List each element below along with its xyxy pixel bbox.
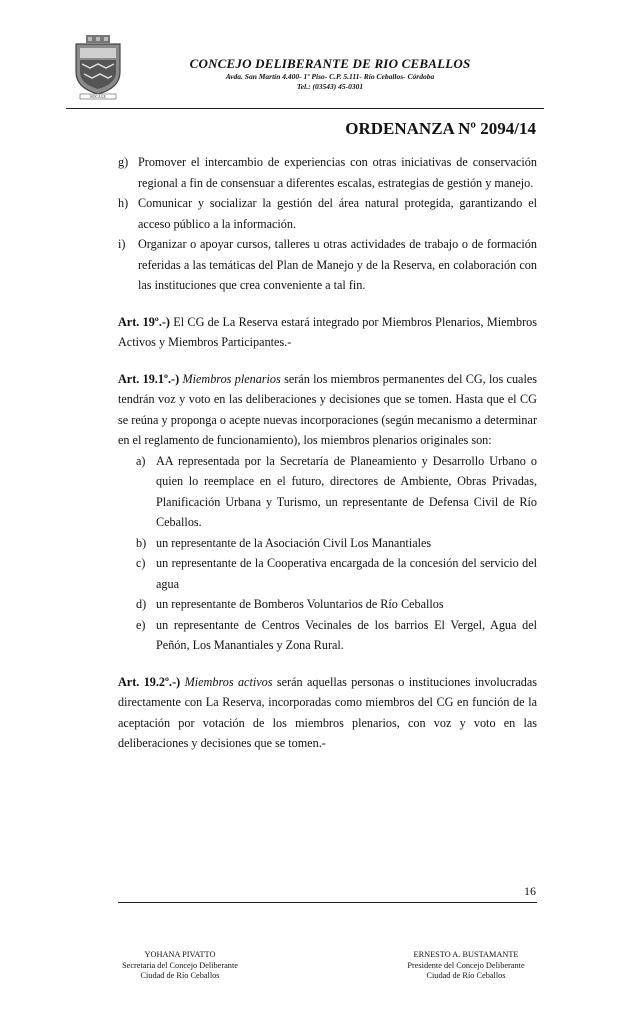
institution-address: Avda. San Martín 4.400- 1º Piso- C.P. 5.111- Río Ceballos- Córdoba (225, 72, 435, 81)
list-item (118, 594, 537, 615)
list-item (118, 152, 537, 193)
list-item (118, 553, 537, 594)
article-19 (118, 312, 537, 353)
ordinance-number: ORDENANZA Nº 2094/14 (345, 119, 536, 138)
list-item-text: un representante de la Cooperativa encargada de la concesión del servicio del agua (156, 556, 537, 591)
list-item-text: Comunicar y socializar la gestión del área natural protegida, garantizando el acceso público a la información. (138, 196, 537, 231)
signature-block-president (376, 950, 556, 982)
list-item-text: un representante de Bomberos Voluntarios de Río Ceballos (156, 597, 444, 611)
header-divider (66, 108, 544, 109)
institution-name: CONCEJO DELIBERANTE DE RIO CEBALLOS (189, 56, 471, 71)
article-text: serán aquellas personas o instituciones involucradas directamente con La Reserva, incorporadas como miembros del CG en función de la aceptación por votación de los miembros plenarios, con voz y voto en las deliberaciones y decisiones que se tomen.- (118, 674, 538, 750)
plenary-members-list (118, 451, 537, 656)
page-number: 16 (524, 884, 536, 898)
coat-of-arms-logo (72, 34, 124, 100)
signatory-place: Ciudad de Río Ceballos (140, 971, 220, 980)
list-marker: d) (136, 597, 147, 611)
signatory-role: Presidente del Concejo Deliberante (407, 960, 525, 970)
list-marker: i) (118, 237, 126, 251)
article-emphasis: Miembros activos (184, 674, 273, 689)
signatory-name: ERNESTO A. BUSTAMANTE (413, 950, 519, 959)
list-item (118, 193, 537, 234)
list-item (118, 451, 537, 533)
list-item-text: un representante de Centros Vecinales de los barrios El Vergel, Agua del Peñón, Los Manantiales y Zona Rural. (156, 617, 537, 652)
signature-block-secretary (90, 950, 270, 982)
list-marker: g) (118, 155, 129, 169)
article-text: El CG de La Reserva estará integrado por Miembros Plenarios, Miembros Activos y Miembros Participantes.- (118, 314, 537, 349)
list-marker: a) (136, 453, 146, 468)
footer-divider (118, 902, 537, 903)
article-text: serán los miembros permanentes del CG, los cuales tendrán voz y voto en las deliberaciones y decisiones que se tomen. Hasta que el CG se reúna y proponga o acepte nuevas incorporaciones (según mecanismo a determinar en el reglamento de funcionamiento), los miembros plenarios originales son: (118, 371, 538, 447)
list-item-text: AA representada por la Secretaría de Planeamiento y Desarrollo Urbano o quien lo reemplace en el futuro, directores de Ambiente, Obras Privadas, Planificación Urbana y Turismo, un representante de Defensa Civil de Río Ceballos. (156, 453, 537, 529)
list-marker: c) (136, 556, 146, 570)
signatory-role: Secretaria del Concejo Deliberante (122, 960, 238, 970)
signatory-name: YOHANA PIVATTO (144, 950, 216, 959)
list-item-text: un representante de la Asociación Civil Los Manantiales (156, 535, 432, 550)
letterhead (130, 56, 530, 92)
list-item (118, 234, 537, 296)
list-item (118, 533, 537, 554)
document-body (118, 152, 537, 754)
institution-phone: Tel.: (03543) 45-0301 (296, 82, 364, 91)
article-label: Art. 19.2º.-) (118, 674, 181, 689)
list-marker: e) (136, 617, 146, 632)
objectives-list (118, 152, 537, 296)
signatory-place: Ciudad de Río Ceballos (426, 971, 506, 980)
article-emphasis: Miembros plenarios (182, 371, 281, 386)
list-item-text: Organizar o apoyar cursos, talleres u otras actividades de trabajo o de formación referidas a las temáticas del Plan de Manejo y de la Reserva, en colaboración con las instituciones que crea conveniente a tal fin. (138, 237, 537, 292)
article-label: Art. 19º.-) (118, 314, 170, 329)
article-19-2 (118, 672, 537, 754)
list-item-text: Promover el intercambio de experiencias con otras iniciativas de conservación regional a fin de consensuar a diferentes escalas, estrategias de gestión y manejo. (138, 155, 537, 190)
article-label: Art. 19.1º.-) (118, 371, 180, 386)
crest-motto: BOCAGE (90, 95, 106, 100)
list-marker: h) (118, 196, 129, 210)
list-item (118, 615, 537, 656)
article-19-1 (118, 369, 537, 451)
list-marker: b) (136, 535, 147, 550)
